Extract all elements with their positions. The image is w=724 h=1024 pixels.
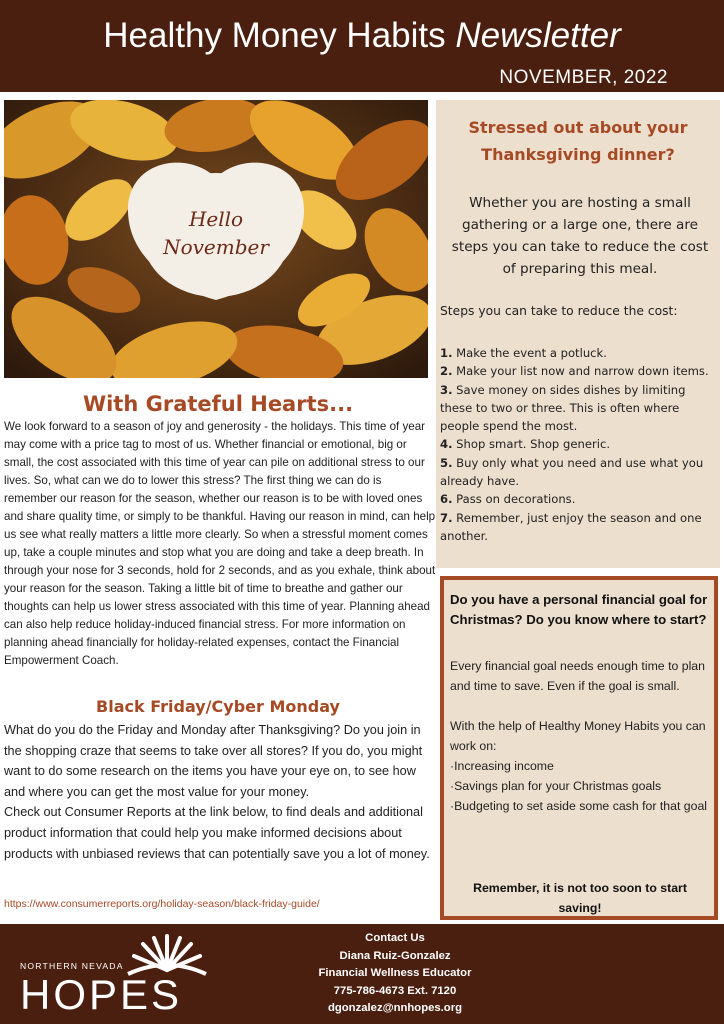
contact-email[interactable]: dgonzalez@nnhopes.org [327,1002,463,1015]
list-item [440,490,716,508]
list-item: ·Increasing income [450,759,554,773]
list-item: ·Budgeting to set aside some cash for that goal [450,799,708,813]
grateful-heading: With Grateful Hearts... [82,392,354,416]
step-text: Make your list now and narrow down items. [452,364,709,379]
step-number: 3. [440,382,453,397]
goal-paragraph-2: With the help of Healthy Money Habits you can work on: [450,719,706,753]
list-item [440,381,716,436]
logo-small-text: NORTHERN NEVADA [20,961,124,971]
black-friday-body [4,720,434,864]
contact-phone[interactable]: 775-786-4673 Ext. 7120 [333,984,457,997]
goal-text [450,656,710,816]
newsletter-header [0,0,724,92]
goal-list [450,756,710,816]
steps-list [440,344,716,545]
list-item [440,435,716,453]
black-friday-paragraph: What do you do the Friday and Monday after Thanksgiving? Do you join in the shopping craze that seems to take over all stores? If you do, you might want to do some research on the items you have your eye on, to see how and where you can get the most value for your money. [4,723,423,799]
nnhopes-logo [20,930,210,1020]
step-text: Buy only what you need and use what you already have. [440,455,704,489]
consumer-reports-paragraph: Check out Consumer Reports at the link below, to find deals and additional product information that could help you make informed decisions about products with unbiased reviews that can potentially save you a lot of money. [4,805,430,861]
goal-title: Do you have a personal financial goal for Christmas? Do you know where to start? [450,592,708,627]
contact-name: Diana Ruiz-Gonzalez [339,949,451,962]
step-text: Shop smart. Shop generic. [452,437,611,452]
autumn-leaves-image [4,100,428,378]
contact-heading: Contact Us [365,932,425,944]
title-main: Healthy Money Habits [103,16,446,55]
black-friday-heading: Black Friday/Cyber Monday [96,697,340,716]
step-text: Remember, just enjoy the season and one another. [440,510,702,543]
step-number: 2. [440,364,453,379]
step-number: 1. [440,346,453,360]
step-number: 4. [440,437,453,452]
hello-caption: Hello [188,207,244,231]
list-item [440,362,716,380]
step-number: 5. [440,455,453,470]
christmas-goal-box [440,576,718,920]
logo-big-text: HOPES [20,971,183,1018]
hello-november-photo [4,100,428,378]
november-caption: November [163,235,269,259]
consumer-reports-link[interactable]: https://www.consumerreports.org/holiday-season/black-friday-guide/ [4,898,320,910]
thanksgiving-panel [436,100,720,568]
step-number: 6. [440,492,453,507]
title-newsletter: Newsletter [455,16,621,55]
issue-date: NOVEMBER, 2022 [499,67,668,88]
footer [0,924,724,1024]
thanksgiving-intro: Whether you are hosting a small gathering or a large one, there are steps you can take to reduce the cost of preparing this meal. [451,195,709,277]
contact-role: Financial Wellness Educator [318,967,472,980]
steps-heading: Steps you can take to reduce the cost: [440,304,678,318]
list-item: ·Savings plan for your Christmas goals [450,779,662,793]
list-item [440,509,716,546]
step-text: Save money on sides dishes by limiting these to two or three. This is often where people spend the most. [440,382,686,434]
newsletter-title [0,14,724,58]
contact-block [270,930,520,1018]
goal-remember: Remember, it is not too soon to start saving! [473,881,687,915]
goal-paragraph-1: Every financial goal needs enough time to plan and time to save. Even if the goal is small. [450,659,705,693]
list-item [440,344,716,362]
step-number: 7. [440,510,453,525]
list-item [440,454,716,491]
step-text: Make the event a potluck. [452,346,607,360]
step-text: Pass on decorations. [452,492,576,507]
grateful-body: We look forward to a season of joy and generosity - the holidays. This time of year may come with a price tag to most of us. Whether financial or emotional, big or small, the cost associated with this time of year can pile on additional stress to our lives. So, what can we do to lower this stress? The first thing we can do is remember our reason for the season, whether our reason is to be with loved ones and share quality time, or simply to be thankful. Having our reason in mind, can help us see what really matters a little more clearly. So when a stressful moment comes up, take a couple minutes and stop what you are doing and take a deep breath. In through your nose for 3 seconds, hold for 2 seconds, and as you exhale, think about your reason for the season. Taking a little bit of time to breathe and gather our thoughts can help us lower stress associated with this time of year. Planning ahead can also help reduce holiday-induced financial stress. For more information on planning ahead financially for holiday-related expenses, contact the Financial Empowerment Coach. [4,420,436,667]
thanksgiving-title: Stressed out about your Thanksgiving dinner? [468,118,688,164]
